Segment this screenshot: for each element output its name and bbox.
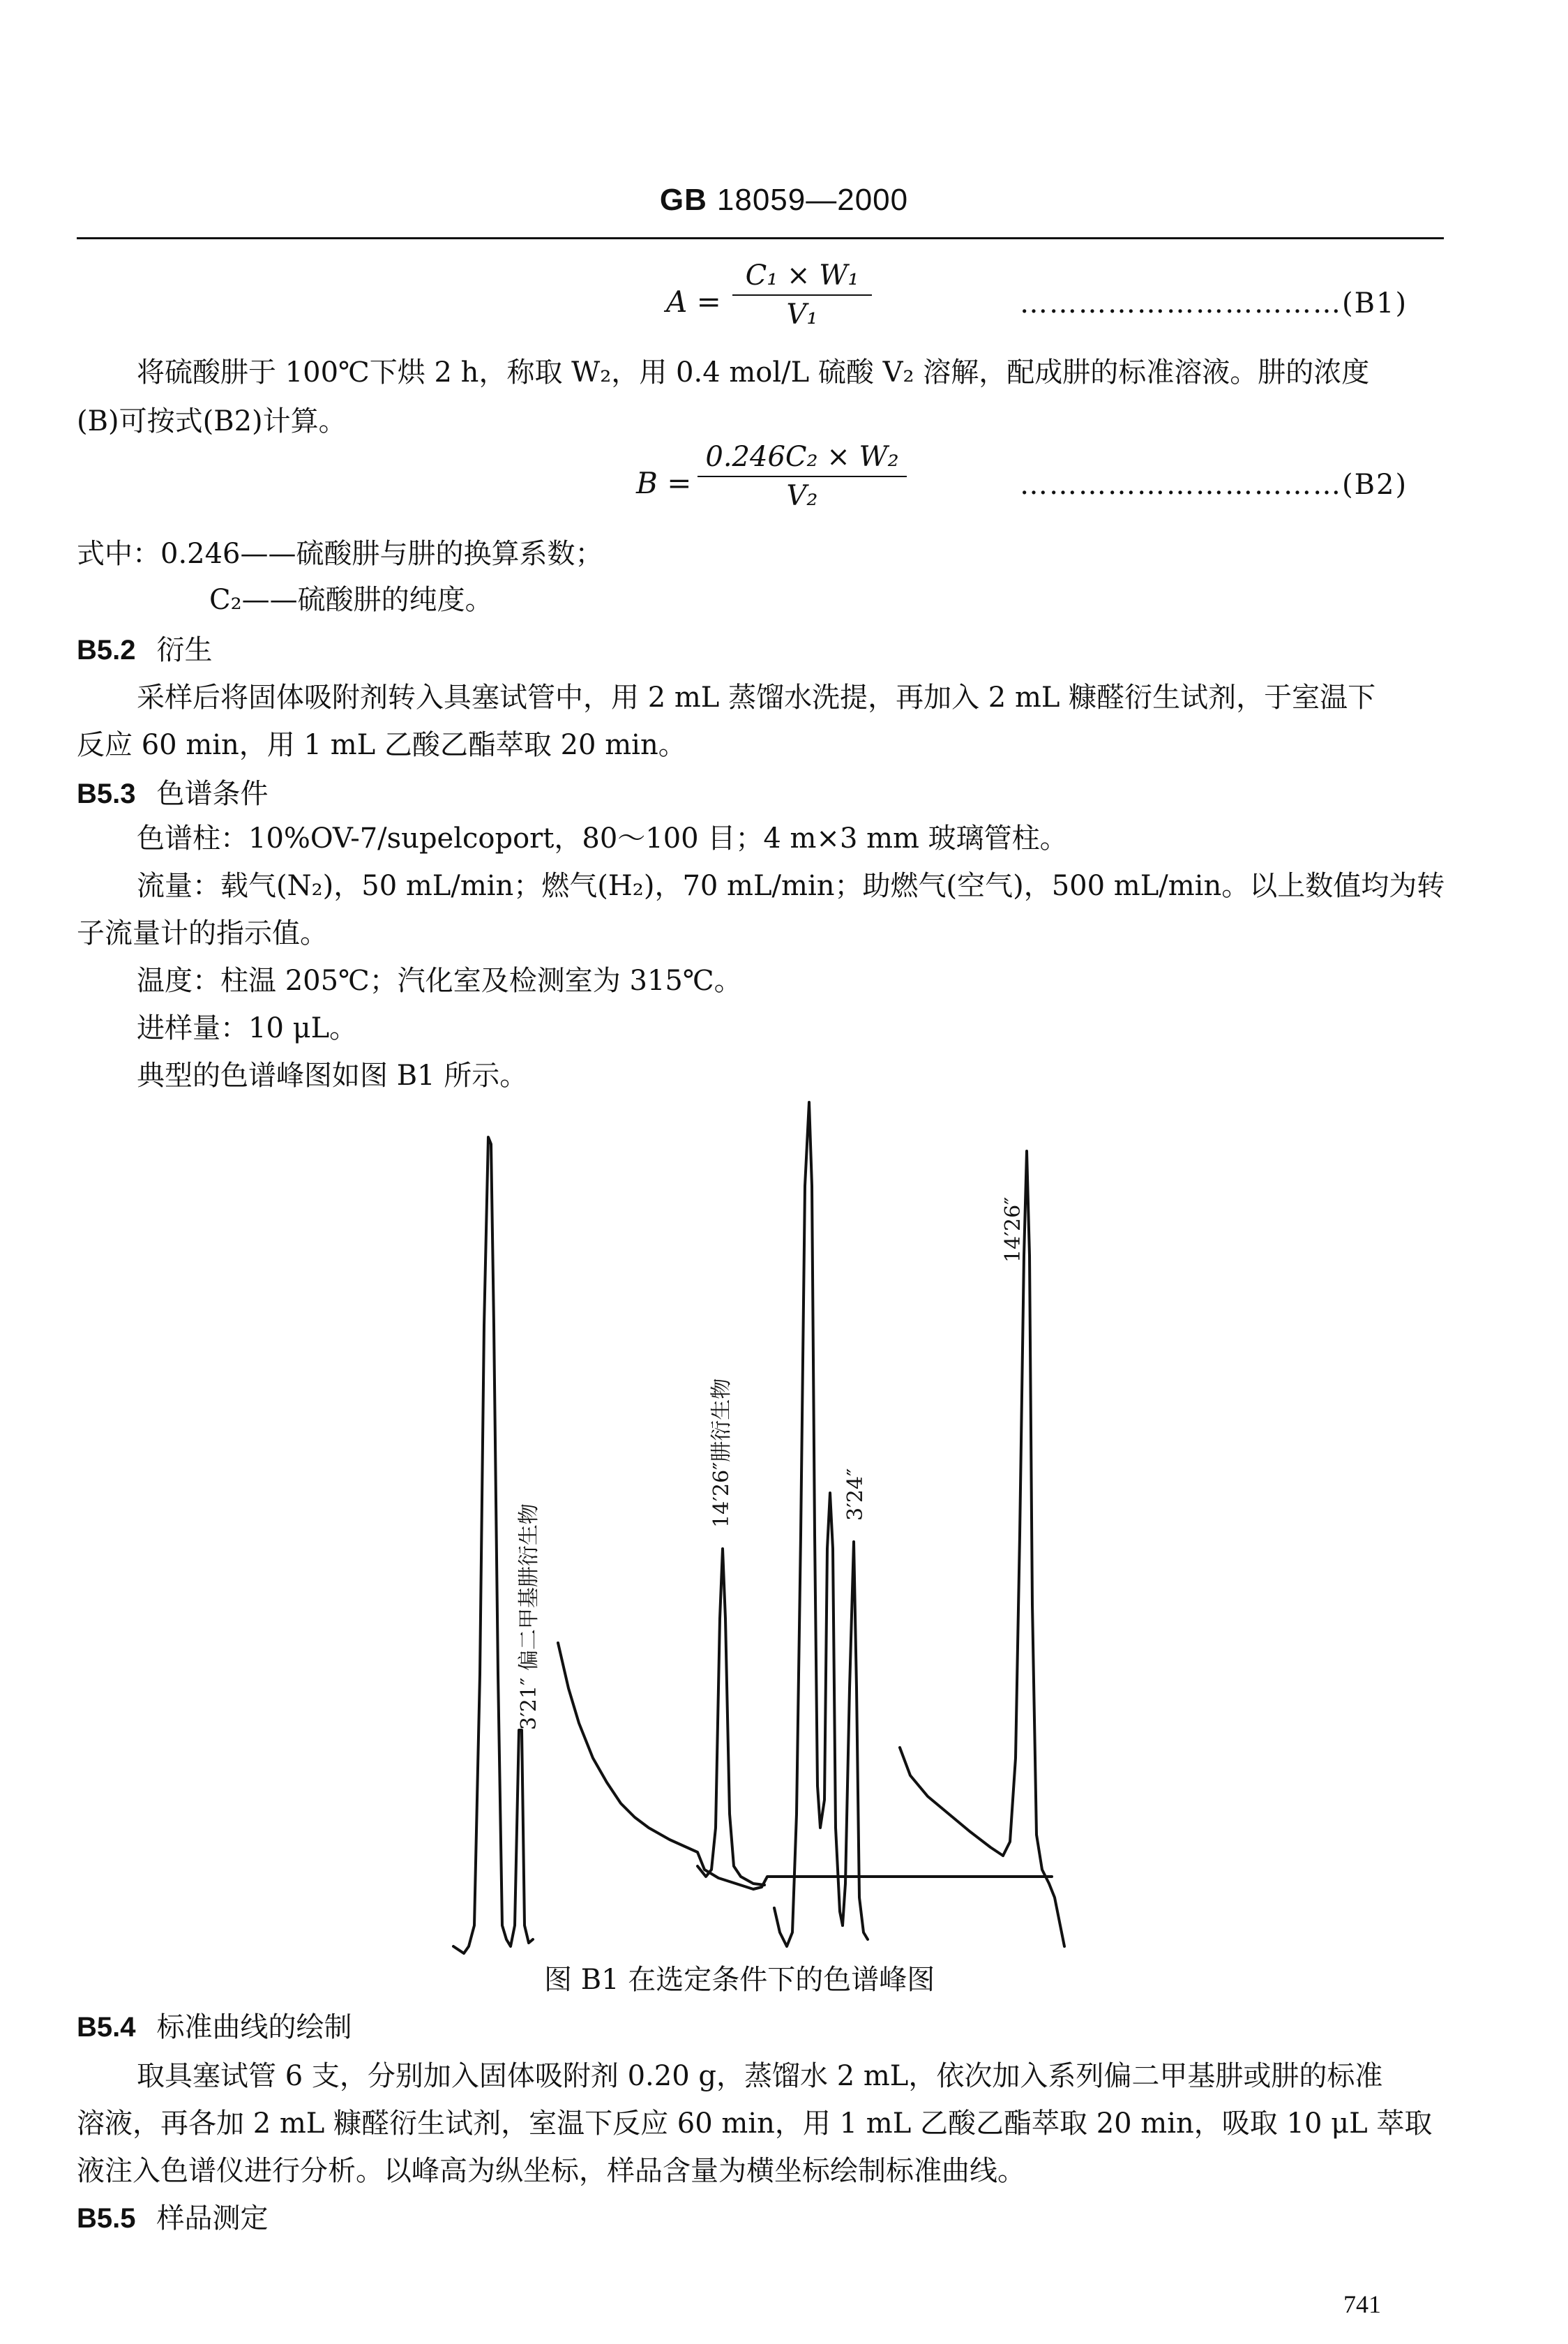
- section-number: B5.5: [77, 2203, 136, 2234]
- equation-b2-numerator: 0.246C₂ × W₂: [698, 441, 907, 477]
- condition-flow-line2: 子流量计的指示值。: [77, 917, 328, 949]
- paragraph-curve-line2: 溶液，再各加 2 mL 糠醛衍生试剂，室温下反应 60 min，用 1 mL 乙酸乙酯萃取 20 min，吸取 10 μL 萃取: [77, 2108, 1433, 2140]
- chromatogram-1-hydrazine-peak: [698, 1549, 764, 1885]
- section-number: B5.4: [77, 2012, 136, 2043]
- standard-number: 18059—2000: [716, 183, 909, 217]
- label-peak-14-26: 14′26″: [1001, 1196, 1025, 1263]
- section-title: 样品测定: [156, 2202, 269, 2234]
- equation-b1-fraction: [732, 260, 872, 331]
- chromatogram-3-hydrazine-peak: [1003, 1151, 1064, 1946]
- figure-caption: 图 B1 在选定条件下的色谱峰图: [544, 1964, 935, 1996]
- condition-flow-line1: 流量：载气(N₂)，50 mL/min；燃气(H₂)，70 mL/min；助燃气(空气)，500 mL/min。以上数值均为转: [137, 870, 1445, 902]
- section-title: 衍生: [156, 634, 213, 666]
- chromatogram-1-baseline: [558, 1643, 1052, 1889]
- equation-b2-denominator: V₂: [786, 480, 818, 512]
- equation-b2-label: ……………………………(B2): [1020, 469, 1408, 501]
- paragraph-hydrazine-line2: (B)可按式(B2)计算。: [77, 405, 347, 437]
- section-b52-heading: [77, 626, 213, 674]
- chromatogram-3-baseline: [900, 1748, 1003, 1856]
- standard-prefix: GB: [659, 183, 707, 217]
- section-number: B5.3: [77, 779, 136, 809]
- paragraph-curve-line3: 液注入色谱仪进行分析。以峰高为纵坐标，样品含量为横坐标绘制标准曲线。: [77, 2155, 1025, 2187]
- equation-b2-fraction: [698, 441, 907, 512]
- chromatogram-figure: [0, 1088, 1568, 1981]
- paragraph-derivation-line1: 采样后将固体吸附剂转入具塞试管中，用 2 mL 蒸馏水洗提，再加入 2 mL 糠醛衍生试剂，于室温下: [137, 682, 1376, 714]
- figure-reference-text: 典型的色谱峰图如图 B1 所示。: [137, 1060, 528, 1092]
- section-b54-heading: [77, 2004, 352, 2051]
- condition-temperature: 温度：柱温 205℃；汽化室及检测室为 315℃。: [137, 965, 742, 997]
- header-rule: [77, 237, 1444, 239]
- chromatogram-2-udmh-peak: [843, 1542, 868, 1939]
- equation-b1-denominator: V₁: [786, 299, 818, 331]
- where-clause-2: C₂——硫酸肼的纯度。: [209, 584, 493, 616]
- equation-b1-lhs: A =: [666, 285, 721, 319]
- equation-b1-label: ……………………………(B1): [1020, 287, 1408, 320]
- condition-column: 色谱柱：10%OV-7/supelcoport，80～100 目；4 m×3 mm 玻璃管柱。: [137, 822, 1068, 855]
- chromatogram-2-solvent-peak: [774, 1102, 843, 1946]
- equation-b2-lhs: B =: [636, 466, 692, 500]
- label-hydrazine-derivative: 14′26″肼衍生物: [709, 1378, 734, 1528]
- label-peak-3-24: 3′24″: [843, 1468, 868, 1521]
- section-b53-heading: [77, 770, 269, 818]
- condition-injection-volume: 进样量：10 μL。: [137, 1012, 358, 1044]
- paragraph-derivation-line2: 反应 60 min，用 1 mL 乙酸乙酯萃取 20 min。: [77, 729, 686, 761]
- label-udmh-derivative: 3′21″ 偏二甲基肼衍生物: [517, 1503, 541, 1730]
- paragraph-curve-line1: 取具塞试管 6 支，分别加入固体吸附剂 0.20 g，蒸馏水 2 mL，依次加入系列偏二甲基肼或肼的标准: [137, 2060, 1383, 2092]
- section-title: 色谱条件: [156, 778, 269, 810]
- section-b55-heading: [77, 2195, 269, 2242]
- where-clause-1: 式中：0.246——硫酸肼与肼的换算系数；: [77, 538, 603, 570]
- page-number: 741: [1343, 2290, 1381, 2318]
- section-number: B5.2: [77, 635, 136, 666]
- paragraph-hydrazine-line1: 将硫酸肼于 100℃下烘 2 h，称取 W₂，用 0.4 mol/L 硫酸 V₂ 溶解，配成肼的标准溶液。肼的浓度: [137, 356, 1370, 389]
- document-header: [0, 183, 1568, 218]
- equation-b1-numerator: C₁ × W₁: [732, 260, 872, 296]
- section-title: 标准曲线的绘制: [156, 2011, 352, 2043]
